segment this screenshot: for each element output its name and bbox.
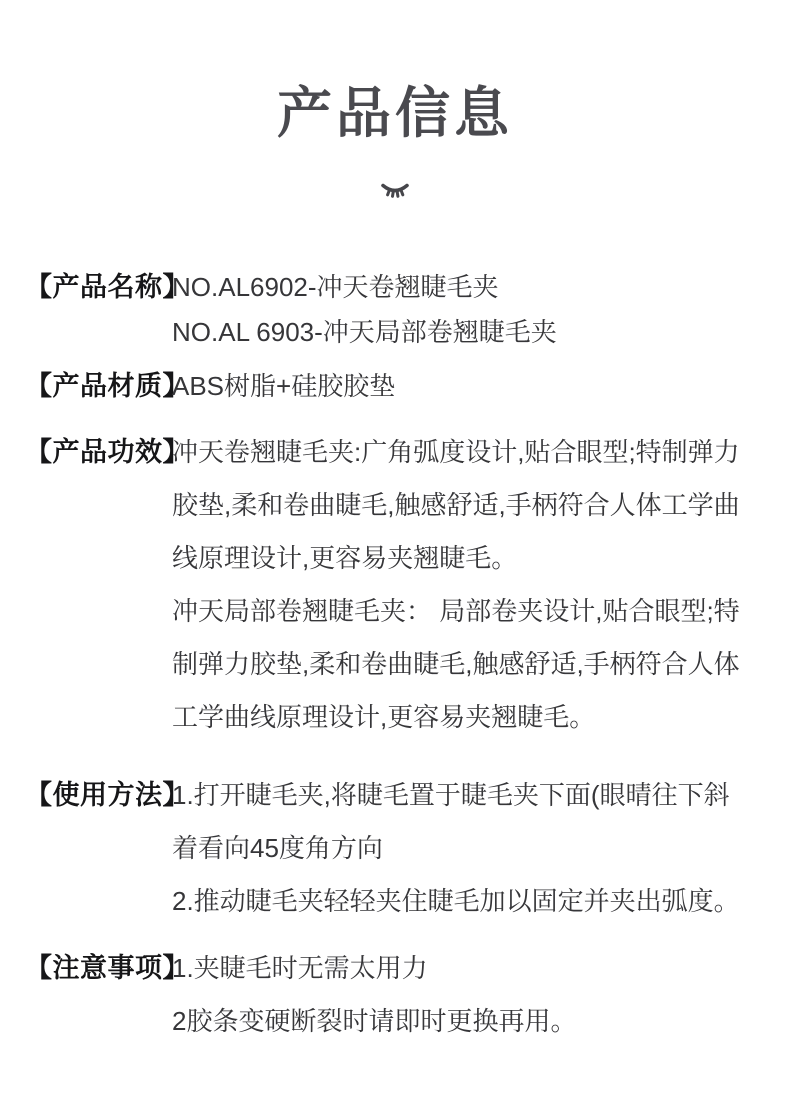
section-label: 【产品功效】 (25, 437, 190, 467)
section-content (172, 426, 782, 744)
section-line: 冲天卷翘睫毛夹:广角弧度设计,贴合眼型;特制弹力 (172, 437, 740, 467)
section-line: 制弹力胶垫,柔和卷曲睫毛,触感舒适,手柄符合人体 (172, 649, 740, 679)
section-label: 【产品名称】 (25, 272, 190, 302)
section-label: 【产品材质】 (25, 371, 190, 401)
section-product-name (25, 265, 782, 355)
section-line: 胶垫,柔和卷曲睫毛,触感舒适,手柄符合人体工学曲 (172, 490, 740, 520)
section-content (172, 942, 782, 1048)
section-product-material (25, 360, 782, 413)
section-line: 1.打开睫毛夹,将睫毛置于睫毛夹下面(眼晴往下斜 (172, 780, 730, 810)
section-line: 2.推动睫毛夹轻轻夹住睫毛加以固定并夹出弧度。 (172, 886, 740, 916)
section-line: ABS树脂+硅胶胶垫 (172, 371, 396, 401)
section-line: 工学曲线原理设计,更容易夹翘睫毛。 (172, 702, 596, 732)
section-product-effect (25, 426, 782, 744)
section-line: 1.夹睫毛时无需太用力 (172, 953, 428, 983)
section-usage-method (25, 769, 782, 928)
section-line: 线原理设计,更容易夹翘睫毛。 (172, 543, 518, 573)
eyelash-icon (0, 181, 790, 201)
section-precautions (25, 942, 782, 1048)
section-line: NO.AL6902-冲天卷翘睫毛夹 (172, 272, 499, 302)
section-content (172, 360, 782, 413)
section-content (172, 265, 782, 355)
section-line: NO.AL 6903-冲天局部卷翘睫毛夹 (172, 317, 557, 347)
section-line: 着看向45度角方向 (172, 833, 383, 863)
section-line: 冲天局部卷翘睫毛夹： 局部卷夹设计,贴合眼型;特 (172, 596, 740, 626)
section-line: 2胶条变硬断裂时请即时更换再用。 (172, 1006, 577, 1036)
section-label: 【使用方法】 (25, 780, 190, 810)
info-sections (0, 265, 790, 1048)
section-content (172, 769, 782, 928)
page-title: 产品信息 (276, 82, 513, 144)
section-label: 【注意事项】 (25, 953, 190, 983)
